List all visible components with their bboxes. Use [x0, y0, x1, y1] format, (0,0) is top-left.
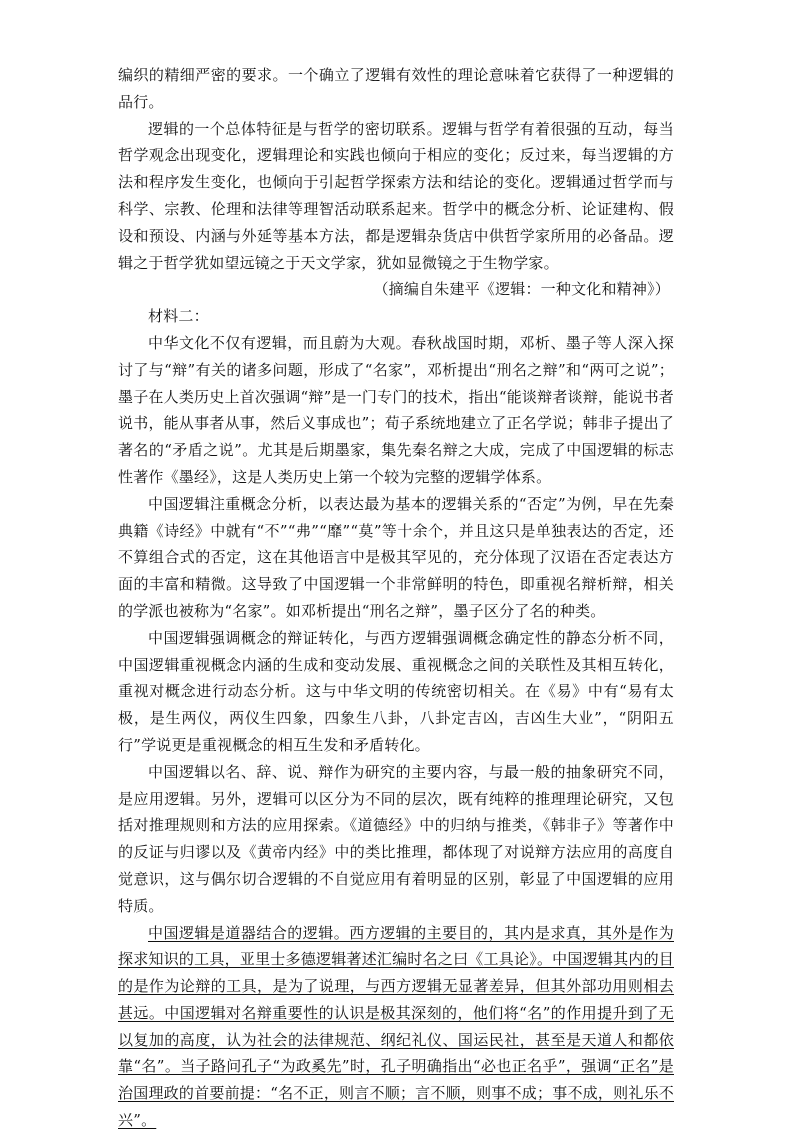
- document-body: [118, 62, 674, 1134]
- paragraph-1: 编织的精细严密的要求。一个确立了逻辑有效性的理论意味着它获得了一种逻辑的品行。: [118, 66, 674, 111]
- underlined-text: 中国逻辑是道器结合的逻辑。西方逻辑的主要目的，其内是求真，其外是作为探求知识的工具，亚里士多德逻辑著述汇编时名之曰《工具论》。中国逻辑其内的目的是作为论辩的工具，是为了说理，与西方逻辑无显著差异，但其外部功用则相去甚远。中国逻辑对名辩重要性的认识是极其深刻的，他们将“名”的作用提升到了无以复加的高度，认为社会的法律规范、纲纪礼仪、国运民社，甚至是天道人和都依靠“名”。当子路问孔子“为政奚先”时，孔子明确指出“必也正名乎”，强调“正名”是治国理政的首要前提：“名不正，则言不顺；言不顺，则事不成；事不成，则礼乐不兴”。: [118, 923, 674, 1130]
- paragraph-7-underlined: [118, 920, 674, 1134]
- material-2-label: 材料二：: [148, 307, 209, 326]
- paragraph-3: 中华文化不仅有逻辑，而且蔚为大观。春秋战国时期，邓析、墨子等人深入探讨了与“辩”有关的诸多问题，形成了“名家”，邓析提出“刑名之辩”和“两可之说”；墨子在人类历史上首次强调“辩”是一门专门的技术，指出“能谈辩者谈辩，能说书者说书，能从事者从事，然后义事成也”；荀子系统地建立了正名学说；韩非子提出了著名的“矛盾之说”。尤其是后期墨家，集先秦名辩之大成，完成了中国逻辑的标志性著作《墨经》，这是人类历史上第一个较为完整的逻辑学体系。: [118, 333, 674, 486]
- paragraph-2: 逻辑的一个总体特征是与哲学的密切联系。逻辑与哲学有着很强的互动，每当哲学观念出现变化，逻辑理论和实践也倾向于相应的变化；反过来，每当逻辑的方法和程序发生变化，也倾向于引起哲学探索方法和结论的变化。逻辑通过哲学而与科学、宗教、伦理和法律等理智活动联系起来。哲学中的概念分析、论证建构、假设和预设、内涵与外延等基本方法，都是逻辑杂货店中供哲学家所用的必备品。逻辑之于哲学犹如望远镜之于天文学家，犹如显微镜之于生物学家。: [118, 119, 674, 272]
- paragraph-5: 中国逻辑强调概念的辩证转化，与西方逻辑强调概念确定性的静态分析不同，中国逻辑重视概念内涵的生成和变动发展、重视概念之间的关联性及其相互转化，重视对概念进行动态分析。这与中华文明的传统密切相关。在《易》中有“易有太极，是生两仪，两仪生四象，四象生八卦，八卦定吉凶，吉凶生大业”，“阴阳五行”学说更是重视概念的相互生发和矛盾转化。: [118, 628, 674, 754]
- source-citation: （摘编自朱建平《逻辑：一种文化和精神》）: [373, 280, 670, 299]
- paragraph-4: 中国逻辑注重概念分析，以表达最为基本的逻辑关系的“否定”为例，早在先秦典籍《诗经》中就有“不”“弗”“靡”“莫”等十余个，并且这只是单独表达的否定，还不算组合式的否定，这在其他语言中是极其罕见的，充分体现了汉语在否定表达方面的丰富和精微。这导致了中国逻辑一个非常鲜明的特色，即重视名辩析辩，相关的学派也被称为“名家”。如邓析提出“刑名之辩”，墨子区分了名的种类。: [118, 494, 674, 620]
- paragraph-6: 中国逻辑以名、辞、说、辩作为研究的主要内容，与最一般的抽象研究不同，是应用逻辑。另外，逻辑可以区分为不同的层次，既有纯粹的推理理论研究，又包括对推理规则和方法的应用探索。《道德经》中的归纳与推类，《韩非子》等著作中的反证与归谬以及《黄帝内经》中的类比推理，都体现了对说辩方法应用的高度自觉意识，这与偶尔切合逻辑的不自觉应用有着明显的区别，彰显了中国逻辑的应用特质。: [118, 762, 674, 915]
